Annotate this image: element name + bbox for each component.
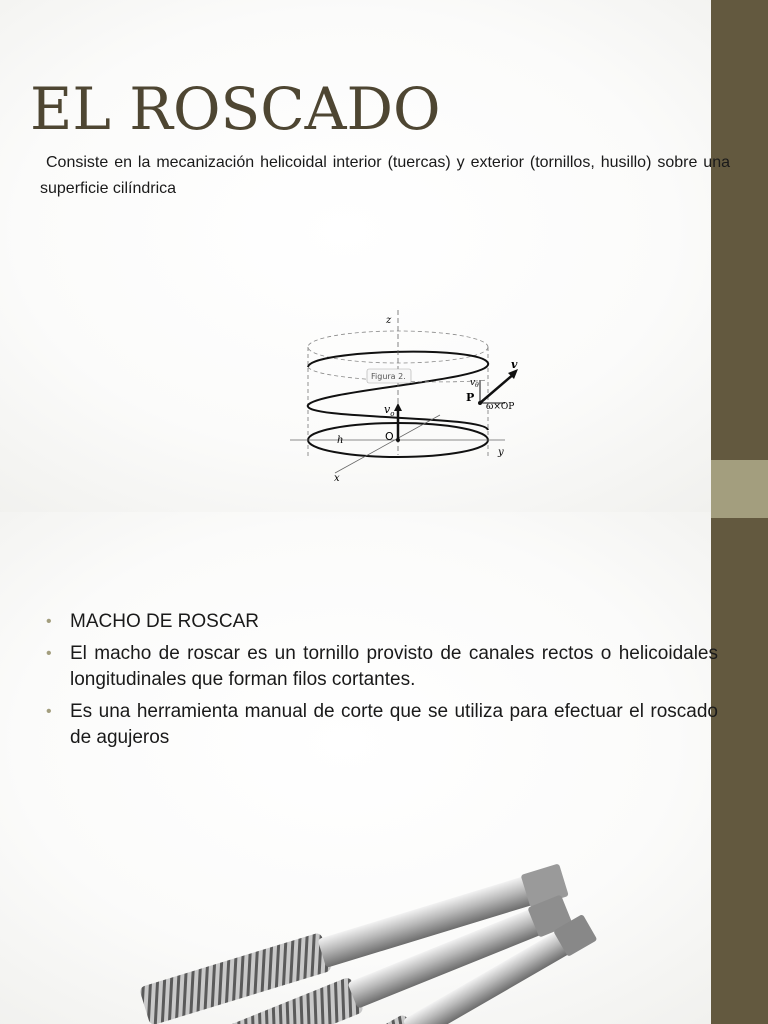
slide-title: EL ROSCADO <box>30 75 441 143</box>
bullet-text: Es una herramienta manual de corte que se utiliza para efectuar el roscado de agujeros <box>70 701 718 748</box>
v-vector <box>480 373 515 403</box>
point-O <box>396 438 400 442</box>
label-O: O <box>385 430 394 443</box>
label-z: z <box>386 315 392 326</box>
point-P <box>478 401 482 405</box>
slide-2 <box>0 512 768 1024</box>
label-v0: $v_o$ <box>384 403 395 418</box>
sidebar-band <box>711 512 768 1024</box>
bullet-dot: • <box>46 645 52 662</box>
label-vtheta: $v_\theta$ <box>470 378 479 389</box>
label-v: v <box>511 358 518 371</box>
label-P: P <box>466 391 475 404</box>
slide-description: Consiste en la mecanización helicoidal interior (tuercas) y exterior (tornillos, husillo) sobre una superficie cilíndrica <box>40 154 730 197</box>
taps-photo <box>118 842 598 1024</box>
figure-caption: Figura 2. <box>371 372 406 381</box>
bullet-list <box>46 609 718 757</box>
bullet-dot: • <box>46 703 52 720</box>
label-x: x <box>334 473 340 484</box>
label-omega: ω×OP <box>486 402 515 412</box>
sidebar-accent-block <box>711 460 768 518</box>
helix-figure <box>290 305 535 485</box>
label-h: h <box>337 435 344 446</box>
sidebar-band <box>711 0 768 512</box>
bullet-text: El macho de roscar es un tornillo provisto de canales rectos o helicoidales longitudinales que forman filos cortantes. <box>70 643 718 690</box>
bullet-item <box>46 609 718 635</box>
bullet-text: MACHO DE ROSCAR <box>70 611 259 632</box>
v0-arrowhead <box>394 403 402 411</box>
label-y: y <box>498 447 504 458</box>
bullet-item <box>46 699 718 751</box>
bullet-item <box>46 641 718 693</box>
bullet-dot: • <box>46 613 52 630</box>
